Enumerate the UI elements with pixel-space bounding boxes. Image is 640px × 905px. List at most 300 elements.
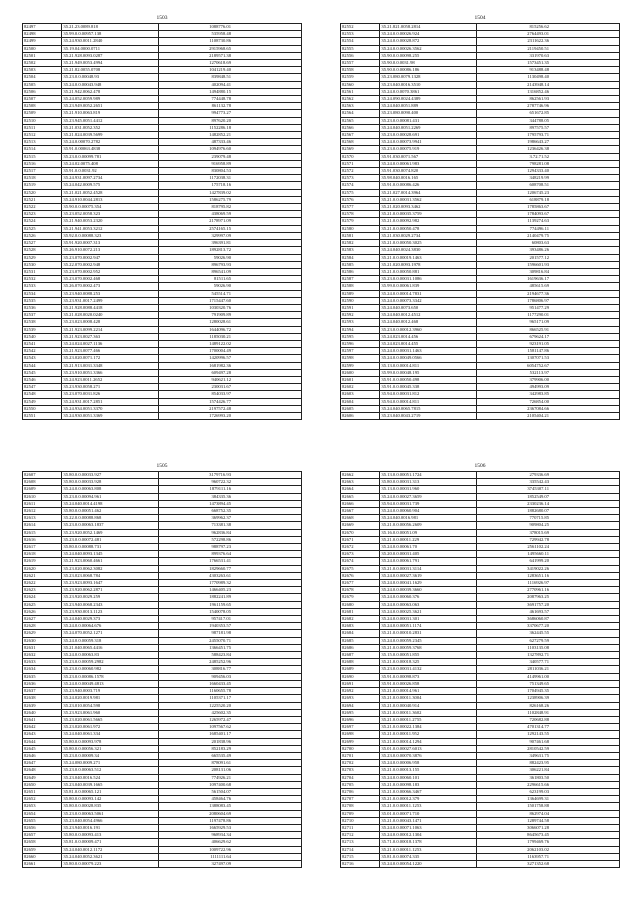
row-id-cell: 82637 bbox=[23, 688, 62, 695]
amount-cell: 1103135.08 bbox=[476, 644, 620, 651]
code-cell: 35.23.0.0.00059.2982 bbox=[62, 659, 158, 666]
table-body bbox=[341, 472, 620, 868]
code-cell: 35.23.910.0051.3366 bbox=[62, 369, 158, 376]
amount-cell: 2296615.66 bbox=[476, 781, 620, 788]
amount-cell: 1466405.23 bbox=[158, 587, 302, 594]
table-row bbox=[341, 774, 620, 781]
row-id-cell: 82635 bbox=[23, 673, 62, 680]
row-id-cell: 82668 bbox=[341, 515, 380, 522]
row-id-cell: 82538 bbox=[23, 319, 62, 326]
table-panel-1504 bbox=[340, 14, 620, 420]
code-cell: 35.21.0.0.00012.379 bbox=[380, 796, 476, 803]
table-row bbox=[341, 500, 620, 507]
row-id-cell: 82561 bbox=[341, 88, 380, 95]
table-row bbox=[23, 348, 302, 355]
row-id-cell: 82638 bbox=[23, 695, 62, 702]
code-cell: 35.24.0.00070.2782 bbox=[62, 139, 158, 146]
code-cell: 35.24.0.0.00043.948 bbox=[62, 81, 158, 88]
amount-cell: 2810542.59 bbox=[476, 745, 620, 752]
row-id-cell: 82513 bbox=[23, 139, 62, 146]
table-row bbox=[23, 781, 302, 788]
row-id-cell: 82695 bbox=[341, 709, 380, 716]
table-row bbox=[23, 788, 302, 795]
row-id-cell: 82527 bbox=[23, 240, 62, 247]
amount-cell: 2311622.36 bbox=[476, 38, 620, 45]
code-cell: 35.26.070.0002.473 bbox=[62, 283, 158, 290]
table-row bbox=[341, 486, 620, 493]
code-cell: 35.22.0.0.00088.868 bbox=[62, 515, 158, 522]
table-row bbox=[341, 788, 620, 795]
table-row bbox=[23, 659, 302, 666]
code-cell: 35.21.82.0055.0708 bbox=[62, 67, 158, 74]
code-cell: 35.24.0.0.00026.3562 bbox=[380, 45, 476, 52]
code-cell: 35.94.0.0.00031.812 bbox=[380, 391, 476, 398]
table-row bbox=[23, 608, 302, 615]
amount-cell: 342983.85 bbox=[476, 391, 620, 398]
amount-cell: 306221.84 bbox=[476, 767, 620, 774]
row-id-cell: 82602 bbox=[341, 384, 380, 391]
row-id-cell: 82545 bbox=[23, 369, 62, 376]
amount-cell: 852183.29 bbox=[158, 745, 302, 752]
code-cell: 35.23.0.0.00031.4132 bbox=[380, 666, 476, 673]
code-cell: 35.91.0.0.00050.498 bbox=[380, 376, 476, 383]
amount-cell: 2764493.01 bbox=[476, 31, 620, 38]
table-row bbox=[23, 362, 302, 369]
code-cell: 35.24.0.0.00006.958 bbox=[380, 760, 476, 767]
table-row bbox=[341, 752, 620, 759]
data-table bbox=[340, 471, 620, 868]
table-row bbox=[341, 211, 620, 218]
amount-cell: 1327892.71 bbox=[476, 652, 620, 659]
row-id-cell: 82618 bbox=[23, 551, 62, 558]
table-row bbox=[341, 297, 620, 304]
amount-cell: 1160655.78 bbox=[158, 688, 302, 695]
table-row bbox=[23, 45, 302, 52]
amount-cell: 1494880.15 bbox=[158, 88, 302, 95]
amount-cell: 878091.61 bbox=[158, 760, 302, 767]
code-cell: 35.24.040.0016.981 bbox=[380, 515, 476, 522]
code-cell: 35.21.0.0.00011.3602 bbox=[380, 709, 476, 716]
code-cell: 35.23.0.0.00028.691 bbox=[380, 132, 476, 139]
amount-cell: 909804.25 bbox=[476, 522, 620, 529]
code-cell: 35.23.023.0008.428 bbox=[62, 319, 158, 326]
row-id-cell: 82511 bbox=[23, 124, 62, 131]
amount-cell: 1784093.67 bbox=[476, 211, 620, 218]
amount-cell: 1540078.05 bbox=[158, 608, 302, 615]
table-row bbox=[23, 297, 302, 304]
table-row bbox=[341, 608, 620, 615]
row-id-cell: 82651 bbox=[23, 788, 62, 795]
table-row bbox=[341, 839, 620, 846]
table-row bbox=[23, 175, 302, 182]
row-id-cell: 82576 bbox=[341, 196, 380, 203]
table-row bbox=[23, 204, 302, 211]
amount-cell: 201577.12 bbox=[476, 254, 620, 261]
code-cell: 35.20.0.0.00031.405 bbox=[380, 551, 476, 558]
amount-cell: 774496.11 bbox=[476, 225, 620, 232]
row-id-cell: 82536 bbox=[23, 304, 62, 311]
row-id-cell: 82636 bbox=[23, 680, 62, 687]
code-cell: 35.23.920.0029.259 bbox=[62, 594, 158, 601]
code-cell: 35.24.020.0019.981 bbox=[62, 695, 158, 702]
table-row bbox=[341, 146, 620, 153]
code-cell: 35.81.0.0.00009.471 bbox=[62, 839, 158, 846]
table-row bbox=[341, 637, 620, 644]
table-row bbox=[23, 774, 302, 781]
row-id-cell: 82666 bbox=[341, 500, 380, 507]
code-cell: 35.21.021.0052.4528 bbox=[62, 189, 158, 196]
table-row bbox=[23, 60, 302, 67]
amount-cell: 1105371.17 bbox=[158, 695, 302, 702]
amount-cell: 1829660.77 bbox=[158, 565, 302, 572]
row-id-cell: 82630 bbox=[23, 637, 62, 644]
amount-cell: 729942.78 bbox=[476, 536, 620, 543]
code-cell: 35.21.23.0089.818 bbox=[62, 24, 158, 31]
table-row bbox=[341, 117, 620, 124]
code-cell: 35.13.0.0.00014.811 bbox=[380, 362, 476, 369]
table-row bbox=[23, 486, 302, 493]
amount-cell: 458464.76 bbox=[158, 796, 302, 803]
code-cell: 35.24.0.0.00049.4813 bbox=[62, 680, 158, 687]
table-row bbox=[341, 290, 620, 297]
code-cell: 35.24.0.0.00063.808 bbox=[62, 486, 158, 493]
amount-cell: 1660433.45 bbox=[158, 680, 302, 687]
amount-cell: 329997.09 bbox=[158, 232, 302, 239]
code-cell: 35.23.0.0.00012.3960 bbox=[380, 326, 476, 333]
row-id-cell: 82560 bbox=[341, 81, 380, 88]
amount-cell: 1094976.60 bbox=[158, 146, 302, 153]
amount-cell: 862974.04 bbox=[476, 810, 620, 817]
amount-cell: 59026.90 bbox=[158, 283, 302, 290]
code-cell: 35.23.070.0002.952 bbox=[62, 268, 158, 275]
code-cell: 35.24.0.0.0070.3861 bbox=[380, 88, 476, 95]
row-id-cell: 82608 bbox=[23, 479, 62, 486]
code-cell: 35.24.910.0044.2813 bbox=[62, 196, 158, 203]
amount-cell: 2119450.51 bbox=[476, 45, 620, 52]
row-id-cell: 82539 bbox=[23, 326, 62, 333]
table-row bbox=[23, 261, 302, 268]
row-id-cell: 82502 bbox=[23, 60, 62, 67]
row-id-cell: 82563 bbox=[341, 103, 380, 110]
table-row bbox=[341, 702, 620, 709]
amount-cell: 1473894.45 bbox=[158, 500, 302, 507]
table-row bbox=[341, 731, 620, 738]
row-id-cell: 82715 bbox=[341, 853, 380, 860]
amount-cell: 1088776.01 bbox=[158, 24, 302, 31]
code-cell: 35.24.040.0014.4198 bbox=[62, 500, 158, 507]
code-cell: 35.99.0.0.00061.839 bbox=[380, 283, 476, 290]
code-cell: 35.24.0.0.00031.1463 bbox=[380, 348, 476, 355]
amount-cell: 1785863.67 bbox=[476, 204, 620, 211]
amount-cell: 1882241.89 bbox=[158, 594, 302, 601]
table-row bbox=[23, 803, 302, 810]
table-row bbox=[341, 196, 620, 203]
code-cell: 35.91.0.0.00045.338 bbox=[380, 384, 476, 391]
table-row bbox=[23, 580, 302, 587]
amount-cell: 1482852.21 bbox=[158, 132, 302, 139]
row-id-cell: 82533 bbox=[23, 283, 62, 290]
amount-cell: 1130498.40 bbox=[476, 74, 620, 81]
table-row bbox=[23, 24, 302, 31]
table-row bbox=[341, 594, 620, 601]
row-id-cell: 82648 bbox=[23, 767, 62, 774]
row-id-cell: 82612 bbox=[23, 508, 62, 515]
code-cell: 35.24.0.0.00061.70 bbox=[380, 544, 476, 551]
amount-cell: 641999.20 bbox=[476, 558, 620, 565]
table-row bbox=[23, 96, 302, 103]
code-cell: 35.91.0.0.00026.858 bbox=[380, 680, 476, 687]
row-id-cell: 82677 bbox=[341, 580, 380, 587]
table-row bbox=[23, 283, 302, 290]
code-cell: 35.21.0.0.00043.1471 bbox=[380, 817, 476, 824]
row-id-cell: 82617 bbox=[23, 544, 62, 551]
table-row bbox=[23, 312, 302, 319]
table-row bbox=[341, 398, 620, 405]
amount-cell: 3066071.28 bbox=[476, 824, 620, 831]
row-id-cell: 82497 bbox=[23, 24, 62, 31]
row-id-cell: 82620 bbox=[23, 565, 62, 572]
row-id-cell: 82506 bbox=[23, 88, 62, 95]
row-id-cell: 82505 bbox=[23, 81, 62, 88]
code-cell: 35.23.930.0013.1123 bbox=[62, 608, 158, 615]
table-row bbox=[23, 680, 302, 687]
code-cell: 35.23.0.0.00070.3876 bbox=[380, 752, 476, 759]
amount-cell: 3271352.68 bbox=[476, 860, 620, 867]
row-id-cell: 82657 bbox=[23, 832, 62, 839]
row-id-cell: 82577 bbox=[341, 204, 380, 211]
row-id-cell: 82550 bbox=[23, 405, 62, 412]
row-id-cell: 82567 bbox=[341, 132, 380, 139]
amount-cell: 2197572.48 bbox=[158, 405, 302, 412]
table-row bbox=[23, 376, 302, 383]
code-cell: 35.80.0.0.00093.413 bbox=[62, 832, 158, 839]
table-row bbox=[23, 304, 302, 311]
row-id-cell: 82546 bbox=[23, 376, 62, 383]
amount-cell: 393486.26 bbox=[476, 247, 620, 254]
table-row bbox=[341, 630, 620, 637]
code-cell: 35.23.0.0.00031.1086 bbox=[380, 276, 476, 283]
table-row bbox=[341, 247, 620, 254]
code-cell: 35.21.0.0.00050.881 bbox=[380, 268, 476, 275]
code-cell: 35.21.0.0.00031.3562 bbox=[380, 196, 476, 203]
row-id-cell: 82634 bbox=[23, 666, 62, 673]
amount-cell: 951477.29 bbox=[476, 304, 620, 311]
code-cell: 35.99.0.0.00048.195 bbox=[380, 369, 476, 376]
amount-cell: 1111111.64 bbox=[158, 853, 302, 860]
code-cell: 35.24.02.0075.408 bbox=[62, 160, 158, 167]
table-row bbox=[341, 276, 620, 283]
row-id-cell: 82685 bbox=[341, 637, 380, 644]
code-cell: 35.24.040.0065.7815 bbox=[380, 405, 476, 412]
code-cell: 35.94.0.0.00031.739 bbox=[380, 500, 476, 507]
table-row bbox=[341, 688, 620, 695]
row-id-cell: 82553 bbox=[341, 31, 380, 38]
code-cell: 35.24.040.0029.373 bbox=[62, 616, 158, 623]
code-cell: 35.24.0.0.00061.791 bbox=[380, 558, 476, 565]
table-row bbox=[341, 225, 620, 232]
table-row bbox=[341, 673, 620, 680]
row-id-cell: 82707 bbox=[341, 796, 380, 803]
row-id-cell: 82508 bbox=[23, 103, 62, 110]
table-row bbox=[341, 716, 620, 723]
amount-cell: 1238906.39 bbox=[476, 695, 620, 702]
code-cell: 35.23.070.0031.826 bbox=[62, 391, 158, 398]
amount-cell: 362445.55 bbox=[476, 630, 620, 637]
table-row bbox=[23, 515, 302, 522]
table-row bbox=[23, 218, 302, 225]
amount-cell: 1116926.97 bbox=[476, 580, 620, 587]
amount-cell: 2770961.16 bbox=[476, 587, 620, 594]
amount-cell: 1986643.27 bbox=[476, 139, 620, 146]
table-row bbox=[23, 276, 302, 283]
amount-cell: 4701314.77 bbox=[476, 724, 620, 731]
table-row bbox=[23, 709, 302, 716]
row-id-cell: 82672 bbox=[341, 544, 380, 551]
code-cell: 35.21.0.0.00092.982 bbox=[380, 218, 476, 225]
row-id-cell: 82607 bbox=[23, 472, 62, 479]
row-id-cell: 82689 bbox=[341, 666, 380, 673]
row-id-cell: 82676 bbox=[341, 572, 380, 579]
amount-cell: 308816.77 bbox=[158, 666, 302, 673]
table-row bbox=[341, 254, 620, 261]
table-row bbox=[23, 846, 302, 853]
amount-cell: 1573451.35 bbox=[476, 60, 620, 67]
amount-cell: 1097400.68 bbox=[158, 781, 302, 788]
table-row bbox=[23, 572, 302, 579]
row-id-cell: 82627 bbox=[23, 616, 62, 623]
code-cell: 35.21.940.0053.2320 bbox=[62, 218, 158, 225]
table-row bbox=[23, 326, 302, 333]
amount-cell: 774448.78 bbox=[158, 96, 302, 103]
amount-cell: 897575.57 bbox=[476, 124, 620, 131]
table-row bbox=[341, 182, 620, 189]
table-row bbox=[23, 738, 302, 745]
code-cell: 35.24.0.0.00049.0566 bbox=[380, 355, 476, 362]
table-row bbox=[341, 340, 620, 347]
code-cell: 35.23.0.0.00048.93 bbox=[62, 74, 158, 81]
panel-title: 1504 bbox=[474, 15, 486, 21]
code-cell: 35.24.0.0.00027.3619 bbox=[380, 572, 476, 579]
table-row bbox=[23, 637, 302, 644]
table-row bbox=[341, 796, 620, 803]
amount-cell: 545514.71 bbox=[158, 290, 302, 297]
amount-cell: 1197478.86 bbox=[158, 817, 302, 824]
code-cell: 35.80.0.0.00093.142 bbox=[62, 796, 158, 803]
row-id-cell: 82683 bbox=[341, 623, 380, 630]
amount-cell: 1882680.07 bbox=[476, 508, 620, 515]
code-cell: 35.23.923.0093.1647 bbox=[62, 580, 158, 587]
table-row bbox=[23, 182, 302, 189]
row-id-cell: 82659 bbox=[23, 846, 62, 853]
row-id-cell: 82551 bbox=[23, 412, 62, 419]
amount-cell: 1270618.69 bbox=[158, 60, 302, 67]
amount-cell: 866525.91 bbox=[476, 326, 620, 333]
row-id-cell: 82709 bbox=[341, 810, 380, 817]
table-row bbox=[341, 348, 620, 355]
code-cell: 35.23.0.0.00086.1578 bbox=[62, 673, 158, 680]
amount-cell: 81511.65 bbox=[158, 276, 302, 283]
code-cell: 35.24.931.0017.2851 bbox=[62, 398, 158, 405]
code-cell: 35.23.040.0043.2719 bbox=[380, 412, 476, 419]
amount-cell: 6054752.67 bbox=[476, 362, 620, 369]
table-row bbox=[23, 240, 302, 247]
row-id-cell: 82614 bbox=[23, 522, 62, 529]
amount-cell: 279336.69 bbox=[476, 472, 620, 479]
table-row bbox=[23, 824, 302, 831]
amount-cell: 2330236.14 bbox=[476, 500, 620, 507]
amount-cell: 1041219.40 bbox=[158, 67, 302, 74]
row-id-cell: 82684 bbox=[341, 630, 380, 637]
amount-cell: 3745307.11 bbox=[476, 486, 620, 493]
amount-cell: 2143948.14 bbox=[476, 81, 620, 88]
amount-cell: 940621.12 bbox=[158, 376, 302, 383]
table-row bbox=[23, 594, 302, 601]
table-row bbox=[341, 204, 620, 211]
data-table bbox=[340, 23, 620, 420]
code-cell: 35.24.0.0.00014.7831 bbox=[380, 290, 476, 297]
code-cell: 35.21.040.0065.4416 bbox=[62, 644, 158, 651]
amount-cell: 1366451.75 bbox=[158, 644, 302, 651]
row-id-cell: 82694 bbox=[341, 702, 380, 709]
table-row bbox=[341, 508, 620, 515]
table-row bbox=[341, 738, 620, 745]
row-id-cell: 82583 bbox=[341, 247, 380, 254]
row-id-cell: 82593 bbox=[341, 319, 380, 326]
amount-cell: 1172038.31 bbox=[158, 175, 302, 182]
amount-cell: 862561.93 bbox=[476, 96, 620, 103]
row-id-cell: 82693 bbox=[341, 695, 380, 702]
table-row bbox=[341, 824, 620, 831]
table-row bbox=[23, 673, 302, 680]
code-cell: 35.21.0.0.00018.325 bbox=[380, 659, 476, 666]
code-cell: 35.21.923.0060.4661 bbox=[62, 558, 158, 565]
code-cell: 35.23.040.0054.4966 bbox=[62, 817, 158, 824]
row-id-cell: 82589 bbox=[341, 290, 380, 297]
amount-cell: 1206745.23 bbox=[476, 189, 620, 196]
code-cell: 35.91.920.0007.313 bbox=[62, 240, 158, 247]
amount-cell: 1770989.32 bbox=[158, 580, 302, 587]
table-row bbox=[23, 536, 302, 543]
table-panel-1505 bbox=[22, 462, 302, 868]
table-panel-1503 bbox=[22, 14, 302, 420]
table-row bbox=[341, 680, 620, 687]
amount-cell: 1715447.60 bbox=[158, 297, 302, 304]
table-row bbox=[341, 472, 620, 479]
code-cell: 35.91.0.0.00098.873 bbox=[380, 673, 476, 680]
table-row bbox=[23, 124, 302, 131]
code-cell: 35.23.020.0062.3082 bbox=[62, 565, 158, 572]
amount-cell: 1940353.57 bbox=[158, 623, 302, 630]
amount-cell: 2574165.15 bbox=[158, 225, 302, 232]
amount-cell: 1581147.86 bbox=[476, 348, 620, 355]
amount-cell: 815256.62 bbox=[476, 24, 620, 31]
code-cell: 35.23.0.0.00099.781 bbox=[62, 153, 158, 160]
table-row bbox=[23, 81, 302, 88]
row-id-cell: 82640 bbox=[23, 709, 62, 716]
table-row bbox=[23, 522, 302, 529]
amount-cell: 1097567.62 bbox=[158, 724, 302, 731]
table-row bbox=[23, 391, 302, 398]
amount-cell: 1795793.71 bbox=[476, 132, 620, 139]
row-id-cell: 82558 bbox=[341, 67, 380, 74]
amount-cell: 720682.88 bbox=[476, 716, 620, 723]
table-row bbox=[341, 168, 620, 175]
row-id-cell: 82633 bbox=[23, 659, 62, 666]
table-row bbox=[341, 326, 620, 333]
code-cell: 35.24.040.0012.4512 bbox=[380, 312, 476, 319]
table-row bbox=[341, 31, 620, 38]
row-id-cell: 82541 bbox=[23, 340, 62, 347]
